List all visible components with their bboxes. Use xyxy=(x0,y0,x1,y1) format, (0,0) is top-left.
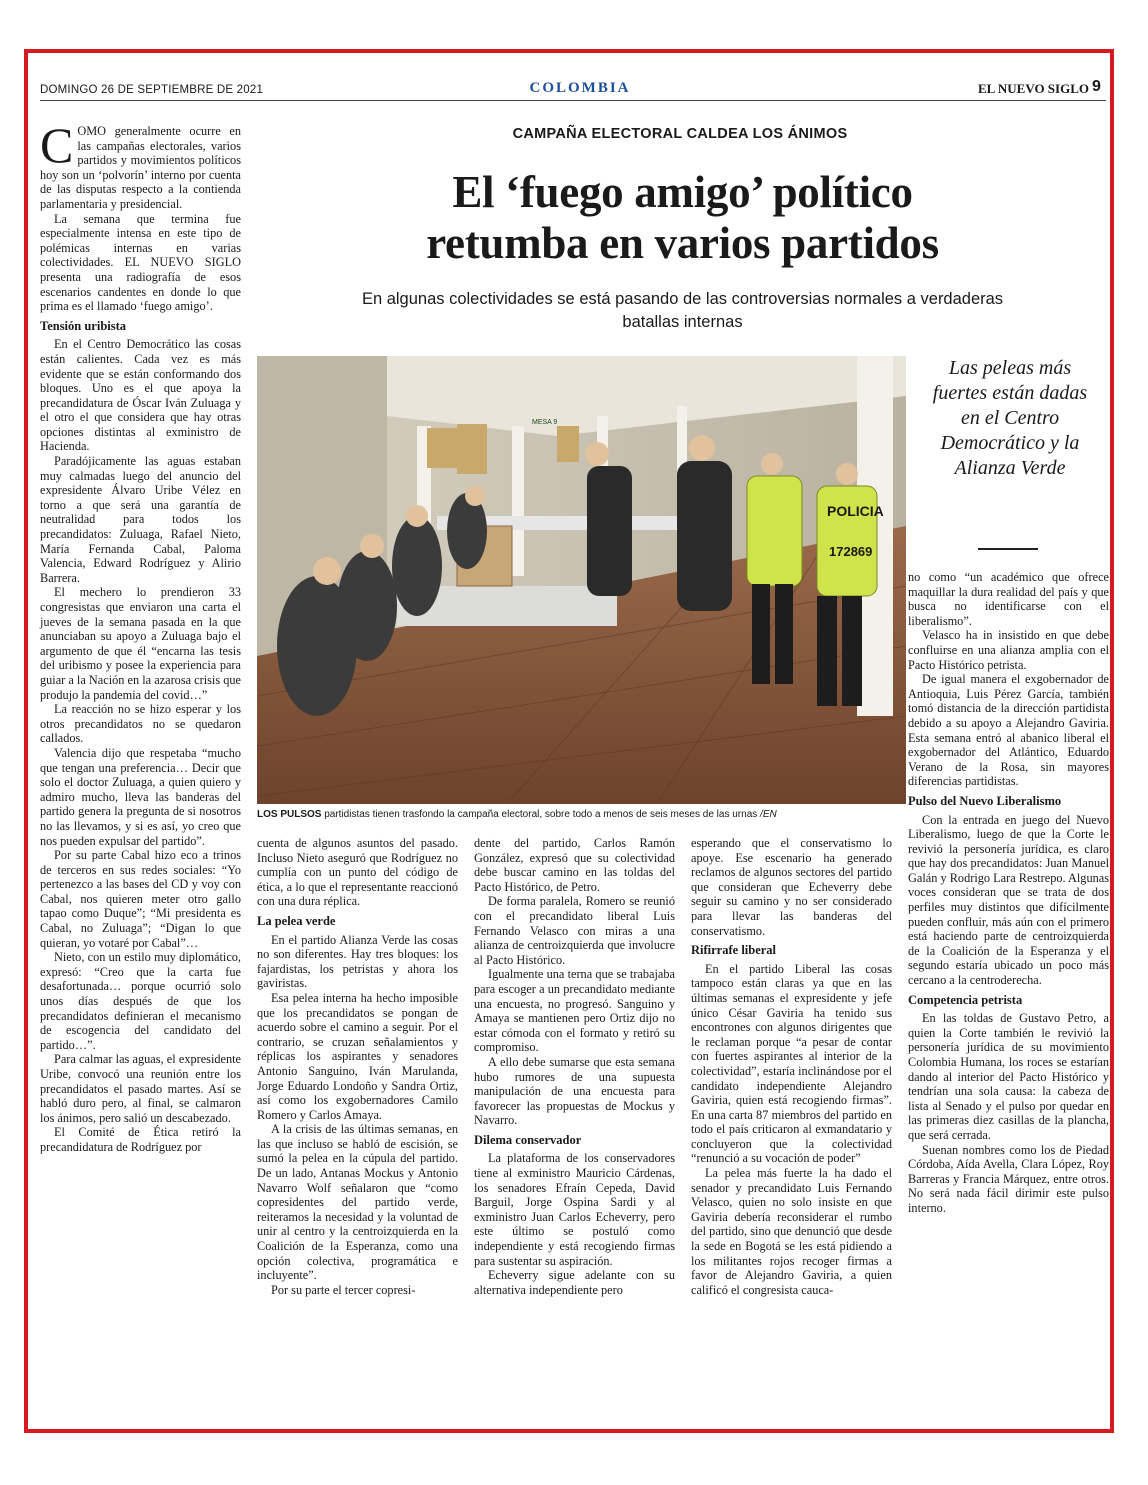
paragraph: Paradójicamente las aguas estaban muy calmadas luego del anuncio del expresidente Álvaro Uribe Vélez en torno a que será una garantía de neutralidad para todos los precandidatos: Zuluaga, Rafael Nieto, María Fernanda Cabal, Paloma Valencia, Edward Rodríguez y Alirio Barrera. xyxy=(40,454,241,585)
headline-line-2: retumba en varios partidos xyxy=(426,218,939,268)
subhead: La pelea verde xyxy=(257,913,336,928)
paragraph: Igualmente una terna que se trabajaba para escoger a un precandidato mediante una encuesta, no progresó. Sanguino y Amaya se mantienen pero Ortiz dijo no estar cómoda con el formato y retiró su compromiso. xyxy=(474,967,675,1055)
paragraph: Nieto, con un estilo muy diplomático, expresó: “Creo que la carta fue desafortunada… porque ocurrió solo unos días después de que los precandidatos definieran el mecanismo de escogencia del candidato del partido…”. xyxy=(40,950,241,1052)
paragraph: En el partido Alianza Verde las cosas no son diferentes. Hay tres bloques: los fajardistas, los petristas y ahora los gaviristas. xyxy=(257,932,458,991)
deck: En algunas colectividades se está pasando de las controversias normales a verdaderas batallas internas xyxy=(361,290,1004,331)
paragraph: La plataforma de los conservadores tiene al exministro Mauricio Cárdenas, los senadores Efraín Cepeda, David Barguil, Jorge Ospina Sardi y al exministro Juan Carlos Echeverry, pero este último se postuló como independiente y está recogiendo firmas para sustentar su aspiración. xyxy=(474,1151,675,1268)
paragraph: Echeverry sigue adelante con su alternativa independiente pero xyxy=(474,1268,675,1297)
column-3 xyxy=(474,836,675,1297)
subhead: Rifirrafe liberal xyxy=(691,943,777,958)
paragraph: Por su parte Cabal hizo eco a trinos de terceros en sus redes sociales: “Yo pertenezco a las bases del CD y voy con Cabal, nos quieren meter otro gallo tapao como Duque”; “Mi presidenta es Cabal, no Zuluaga”; “Digan lo que quieran, yo votaré por Cabal”… xyxy=(40,848,241,950)
paragraph: Velasco ha in insistido en que debe confluirse en una alianza amplia con el Pacto Histórico petrista. xyxy=(908,628,1109,672)
subhead: Tensión uribista xyxy=(40,318,127,333)
paragraph: En las toldas de Gustavo Petro, a quien la Corte también le revivió la personería jurídica de su movimiento Colombia Humana, los roces se estarían dando al interior del Pacto Histórico y tendrían una sola causa: la cabeza de lista al Senado y el pulso por quedar en las primeras diez casillas de la plancha, que será cerrada. xyxy=(908,1011,1109,1142)
photo-caption xyxy=(257,809,906,821)
paragraph: A ello debe sumarse que esta semana hubo rumores de una supuesta manipulación de una encuesta para favorecer las propuestas de Mockus y Navarro. xyxy=(474,1054,675,1128)
paragraph: El mechero lo prendieron 33 congresistas que enviaron una carta el jueves de la semana pasada en la que anunciaban su apoyo a Zuluaga bajo el argumento de que él “encarna las tesis del uribismo y posee la experiencia para guiar a la Nación en la azarosa crisis que produjo la pandemia del covid…” xyxy=(40,585,241,702)
pull-quote: Las peleas más fuertes están dadas en el Centro Democrático y la Alianza Verde xyxy=(932,357,1088,479)
paragraph: esperando que el conservatismo lo apoye. Ese escenario ha generado reclamos de algunos sectores del partido que consideran que Echeverry debe seguir su camino y no ser considerado para llevar las banderas del conservatismo. xyxy=(691,836,892,938)
header-rule xyxy=(40,100,1106,101)
paragraph: De igual manera el exgobernador de Antioquia, Luis Pérez García, también tomó distancia de la dirección partidista debido a su apoyo a Alejandro Gaviria. Esta semana entró al abanico liberal el exgobernador del Atlántico, Eduardo Verano de la Rosa, sin mayores diferencias partidistas. xyxy=(908,672,1109,789)
badge-number: 172869 xyxy=(829,544,873,559)
headline-line-1: El ‘fuego amigo’ político xyxy=(452,167,913,217)
polling-station-photo xyxy=(257,356,906,804)
paragraph: En el Centro Democrático las cosas están calientes. Cada vez es más evidente que se están conformando dos bloques. Uno es el que apoya la precandidatura de Óscar Iván Zuluaga y el otro el que considera que hay otras opciones distintas al exministro de Hacienda. xyxy=(40,337,241,454)
column-5 xyxy=(908,570,1109,1216)
paragraph: A la crisis de las últimas semanas, en las que incluso se habló de escisión, se sumó la pelea en la cúpula del partido. De un lado, Antanas Mockus y Antonio Navarro Wolf señalaron que “como copresidentes del partido verde, reiteramos la necesidad y la voluntad de unir al centro y la centroizquierda en la Coalición de la Esperanza, como una opción colectiva, programática e incluyente”. xyxy=(257,1122,458,1283)
subhead: Dilema conservador xyxy=(474,1132,582,1147)
paragraph: La pelea más fuerte la ha dado el senador y precandidato Luis Fernando Velasco, quien no solo insiste en que Gaviria debería reconsiderar el rumbo del partido, sino que denunció que desde la sede en Bogotá se les está pidiendo a los militantes rojos recoger firmas a favor de Alejandro Gaviria, a quien calificó el congresista cauca- xyxy=(691,1166,892,1297)
column-1 xyxy=(40,117,241,1155)
paragraph: Suenan nombres como los de Piedad Córdoba, Aída Avella, Clara López, Roy Barreras y Francia Márquez, entre otros. No será nada fácil dirimir este pulso interno. xyxy=(908,1142,1109,1215)
table-sign: MESA 9 xyxy=(532,419,558,426)
paragraph: Esa pelea interna ha hecho imposible que los precandidatos se pongan de acuerdo sobre el camino a seguir. Por el contrario, se cruzan señalamientos y réplicas los aspirantes y senadores Antonio Sanguino, Iván Marulanda, Jorge Eduardo Londoño y Sandra Ortiz, así como los exgobernadores Camilo Romero y Carlos Amaya. xyxy=(257,990,458,1122)
edition-date: DOMINGO 26 DE SEPTIEMBRE DE 2021 xyxy=(40,84,264,96)
paragraph: no como “un académico que ofrece maquillar la dura realidad del país y que busca no identificarse con el liberalismo”. xyxy=(908,570,1109,628)
subhead: Pulso del Nuevo Liberalismo xyxy=(908,793,1062,808)
paragraph: Con la entrada en juego del Nuevo Liberalismo, luego de que la Corte le revivió la personería jurídica, es claro que hay dos precandidatos: Juan Manuel Galán y Rodrigo Lara Restrepo. Algunas voces consideran que se trata de dos perfiles muy distintos que difícilmente pueden confluir, más aún con el primero está haciendo parte de centroizquierda de la Coalición de la Esperanza y el segundo estaría ubicado un poco más cercano a la centroderecha. xyxy=(908,812,1109,988)
caption-text: partidistas tienen trasfondo la campaña electoral, sobre todo a menos de seis meses de las urnas xyxy=(321,809,761,820)
newspaper-name: EL NUEVO SIGLO xyxy=(978,81,1089,96)
paragraph: dente del partido, Carlos Ramón González, expresó que su colectividad debe buscar camino en las toldas del Pacto Histórico, de Petro. xyxy=(474,836,675,894)
drop-cap: C xyxy=(40,117,74,173)
paragraph: Para calmar las aguas, el expresidente Uribe, convocó una reunión entre los precandidatos el pasado martes. Así se habló duro pero, al final, se calmaron los ánimos, pero salió un descabezado. xyxy=(40,1052,241,1125)
caption-credit: /EN xyxy=(760,809,777,820)
paragraph: El Comité de Ética retiró la precandidatura de Rodríguez por xyxy=(40,1125,241,1154)
kicker: CAMPAÑA ELECTORAL CALDEA LOS ÁNIMOS xyxy=(512,126,848,142)
headline xyxy=(330,167,1035,269)
paragraph: La semana que termina fue especialmente intensa en este tipo de polémicas internas en varias colectividades. EL NUEVO SIGLO presenta una radiografía de esos escenarios candentes en donde lo que prima es el llamado ‘fuego amigo’. xyxy=(40,211,241,314)
police-vest-text: POLICIA xyxy=(827,503,884,519)
section-name: COLOMBIA xyxy=(529,80,631,96)
paragraph: Por su parte el tercer copresi- xyxy=(271,1282,416,1297)
paragraph: OMO generalmente ocurre en las campañas electorales, varios partidos y movimientos políticos hoy son un ‘polvorín’ interno por cuenta de las disputas respecto a la contienda parlamentaria y presidencial. xyxy=(40,124,241,211)
subhead: Competencia petrista xyxy=(908,992,1023,1007)
paragraph: En el partido Liberal las cosas tampoco están claras ya que en las últimas semanas el expresidente y jefe único César Gaviria ha tenido sus encontrones con algunos dirigentes que le reclaman porque “a pesar de contar con fuertes aspirantes al interior de la colectividad”, estaría inclinándose por el candidato independiente Alejandro Gaviria, quien está recogiendo firmas”. En una carta 87 miembros del partido en todo el país criticaron al exmandatario y concluyeron que la colectividad “renunció a su vocación de poder” xyxy=(691,961,892,1166)
page-number: 9 xyxy=(1092,78,1101,95)
paragraph: La reacción no se hizo esperar y los otros precandidatos no se quedaron callados. xyxy=(40,702,241,746)
paragraph: cuenta de algunos asuntos del pasado. Incluso Nieto aseguró que Rodríguez no cumplía con un punto del código de ética, a lo que el representante reaccionó con una dura réplica. xyxy=(257,836,458,909)
paragraph: Valencia dijo que respetaba “mucho que tengan una preferencia… Decir que solo el doctor Zuluaga, a quien quiero y admiro mucho, lleva las banderas del partido genera la pregunta de si nosotros no las llevamos, y si es así, yo creo que nos pueden expulsar del partido”. xyxy=(40,745,241,848)
pull-quote-rule xyxy=(978,548,1038,550)
paragraph: De forma paralela, Romero se reunió con el precandidato liberal Luis Fernando Velasco con miras a una alianza de centroizquierda que involucre al Pacto Histórico. xyxy=(474,894,675,967)
caption-lead: LOS PULSOS xyxy=(257,809,322,820)
article-photo xyxy=(257,356,906,804)
column-2 xyxy=(257,836,458,1297)
column-4 xyxy=(691,836,892,1297)
